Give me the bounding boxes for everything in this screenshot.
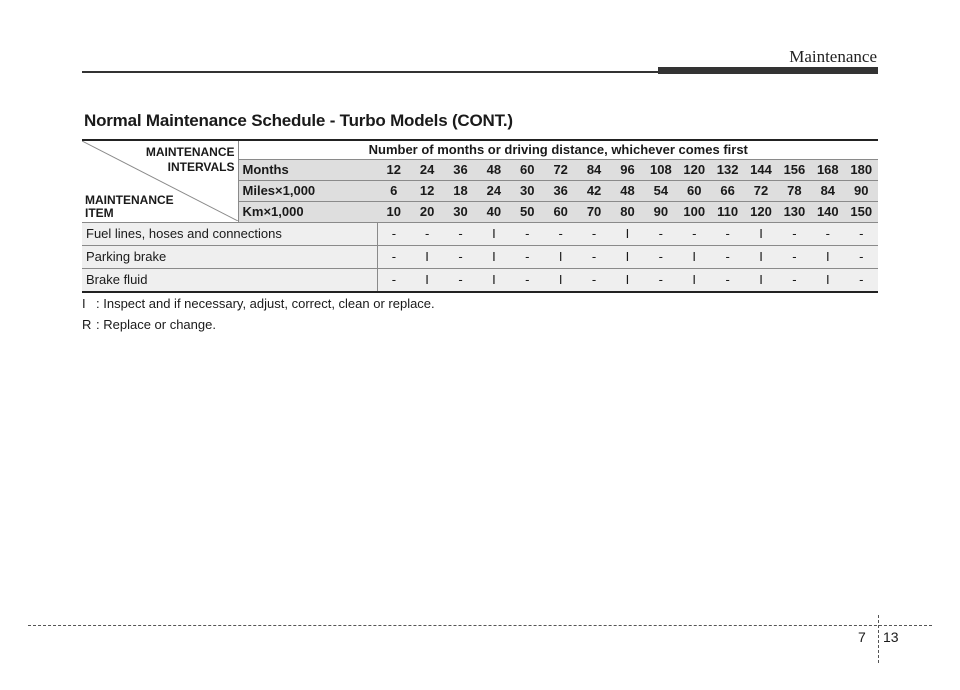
maintenance-action: -: [511, 269, 544, 293]
interval-value: 24: [410, 160, 443, 181]
maintenance-action: -: [511, 223, 544, 246]
interval-value: 18: [444, 181, 477, 202]
interval-value: 144: [744, 160, 777, 181]
interval-value: 120: [744, 202, 777, 223]
interval-value: 84: [811, 181, 844, 202]
maintenance-action: -: [444, 223, 477, 246]
interval-value: 42: [577, 181, 610, 202]
table-corner-header: [82, 140, 238, 223]
interval-value: 10: [377, 202, 410, 223]
interval-value: 100: [678, 202, 711, 223]
page-number: 13: [883, 629, 899, 645]
maintenance-action: -: [644, 246, 677, 269]
maintenance-action: I: [811, 246, 844, 269]
maintenance-action: I: [477, 269, 510, 293]
footer-rule: [28, 625, 932, 626]
interval-value: 96: [611, 160, 644, 181]
interval-value: 48: [611, 181, 644, 202]
interval-value: 108: [644, 160, 677, 181]
maintenance-item-name: Brake fluid: [82, 269, 377, 293]
page-title: Normal Maintenance Schedule - Turbo Models (CONT.): [84, 111, 513, 130]
maintenance-action: -: [678, 223, 711, 246]
maintenance-action: -: [778, 223, 811, 246]
corner-line: ITEM: [85, 206, 114, 220]
interval-value: 24: [477, 181, 510, 202]
maintenance-action: I: [544, 246, 577, 269]
interval-value: 110: [711, 202, 744, 223]
interval-value: 80: [611, 202, 644, 223]
maintenance-action: I: [678, 246, 711, 269]
interval-value: 168: [811, 160, 844, 181]
interval-value: 180: [845, 160, 879, 181]
legend-text: : Inspect and if necessary, adjust, correct, clean or replace.: [96, 296, 435, 311]
interval-value: 20: [410, 202, 443, 223]
legend-code: I: [82, 296, 86, 311]
interval-row-label: Km×1,000: [238, 202, 377, 223]
interval-value: 36: [544, 181, 577, 202]
maintenance-schedule-table: [82, 139, 878, 293]
interval-value: 6: [377, 181, 410, 202]
interval-value: 12: [410, 181, 443, 202]
interval-value: 70: [577, 202, 610, 223]
table-row: [82, 223, 878, 246]
interval-value: 36: [444, 160, 477, 181]
maintenance-action: -: [845, 269, 879, 293]
interval-value: 150: [845, 202, 879, 223]
interval-value: 84: [577, 160, 610, 181]
interval-value: 54: [644, 181, 677, 202]
maintenance-action: I: [410, 269, 443, 293]
chapter-number: 7: [858, 629, 866, 645]
maintenance-action: -: [577, 223, 610, 246]
legend-code: R: [82, 317, 92, 332]
maintenance-action: I: [611, 223, 644, 246]
legend-text: : Replace or change.: [96, 317, 216, 332]
interval-value: 132: [711, 160, 744, 181]
interval-value: 120: [678, 160, 711, 181]
interval-value: 30: [444, 202, 477, 223]
maintenance-action: -: [778, 269, 811, 293]
interval-value: 90: [845, 181, 879, 202]
maintenance-action: -: [377, 246, 410, 269]
maintenance-action: I: [744, 246, 777, 269]
maintenance-action: -: [544, 223, 577, 246]
section-title: Maintenance: [789, 47, 877, 66]
interval-value: 30: [511, 181, 544, 202]
interval-value: 72: [744, 181, 777, 202]
interval-value: 90: [644, 202, 677, 223]
header-rule: [82, 71, 660, 73]
maintenance-action: -: [845, 223, 879, 246]
legend-replace: [82, 317, 216, 332]
maintenance-action: I: [744, 223, 777, 246]
footer-divider: [878, 615, 879, 663]
corner-item-label: [85, 194, 174, 220]
corner-line: MAINTENANCE: [145, 145, 235, 159]
maintenance-action: I: [544, 269, 577, 293]
interval-row-label: Months: [238, 160, 377, 181]
maintenance-action: -: [511, 246, 544, 269]
interval-value: 40: [477, 202, 510, 223]
interval-value: 60: [511, 160, 544, 181]
interval-value: 140: [811, 202, 844, 223]
interval-value: 78: [778, 181, 811, 202]
maintenance-action: I: [611, 269, 644, 293]
maintenance-action: -: [711, 269, 744, 293]
interval-value: 50: [511, 202, 544, 223]
interval-value: 60: [678, 181, 711, 202]
legend-inspect: [82, 296, 435, 311]
maintenance-action: -: [444, 246, 477, 269]
interval-value: 156: [778, 160, 811, 181]
maintenance-action: I: [477, 246, 510, 269]
corner-line: INTERVALS: [167, 160, 235, 174]
maintenance-action: -: [444, 269, 477, 293]
maintenance-action: -: [577, 269, 610, 293]
maintenance-action: -: [711, 223, 744, 246]
interval-value: 60: [544, 202, 577, 223]
maintenance-action: -: [377, 223, 410, 246]
maintenance-action: -: [811, 223, 844, 246]
interval-row-label: Miles×1,000: [238, 181, 377, 202]
maintenance-action: I: [477, 223, 510, 246]
interval-caption: Number of months or driving distance, whichever comes first: [238, 140, 878, 160]
maintenance-action: -: [644, 269, 677, 293]
corner-line: MAINTENANCE: [85, 193, 174, 207]
maintenance-action: I: [744, 269, 777, 293]
interval-value: 48: [477, 160, 510, 181]
maintenance-action: -: [711, 246, 744, 269]
maintenance-action: I: [811, 269, 844, 293]
maintenance-item-name: Fuel lines, hoses and connections: [82, 223, 377, 246]
maintenance-action: -: [377, 269, 410, 293]
maintenance-action: -: [644, 223, 677, 246]
table-row: [82, 269, 878, 293]
interval-value: 72: [544, 160, 577, 181]
maintenance-action: I: [611, 246, 644, 269]
maintenance-action: -: [577, 246, 610, 269]
corner-intervals-label: [146, 145, 235, 175]
header-rule-accent: [658, 67, 878, 74]
maintenance-action: I: [410, 246, 443, 269]
interval-value: 66: [711, 181, 744, 202]
interval-value: 12: [377, 160, 410, 181]
interval-value: 130: [778, 202, 811, 223]
table-row: [82, 246, 878, 269]
maintenance-item-name: Parking brake: [82, 246, 377, 269]
maintenance-action: -: [845, 246, 879, 269]
maintenance-action: I: [678, 269, 711, 293]
maintenance-action: -: [410, 223, 443, 246]
maintenance-action: -: [778, 246, 811, 269]
